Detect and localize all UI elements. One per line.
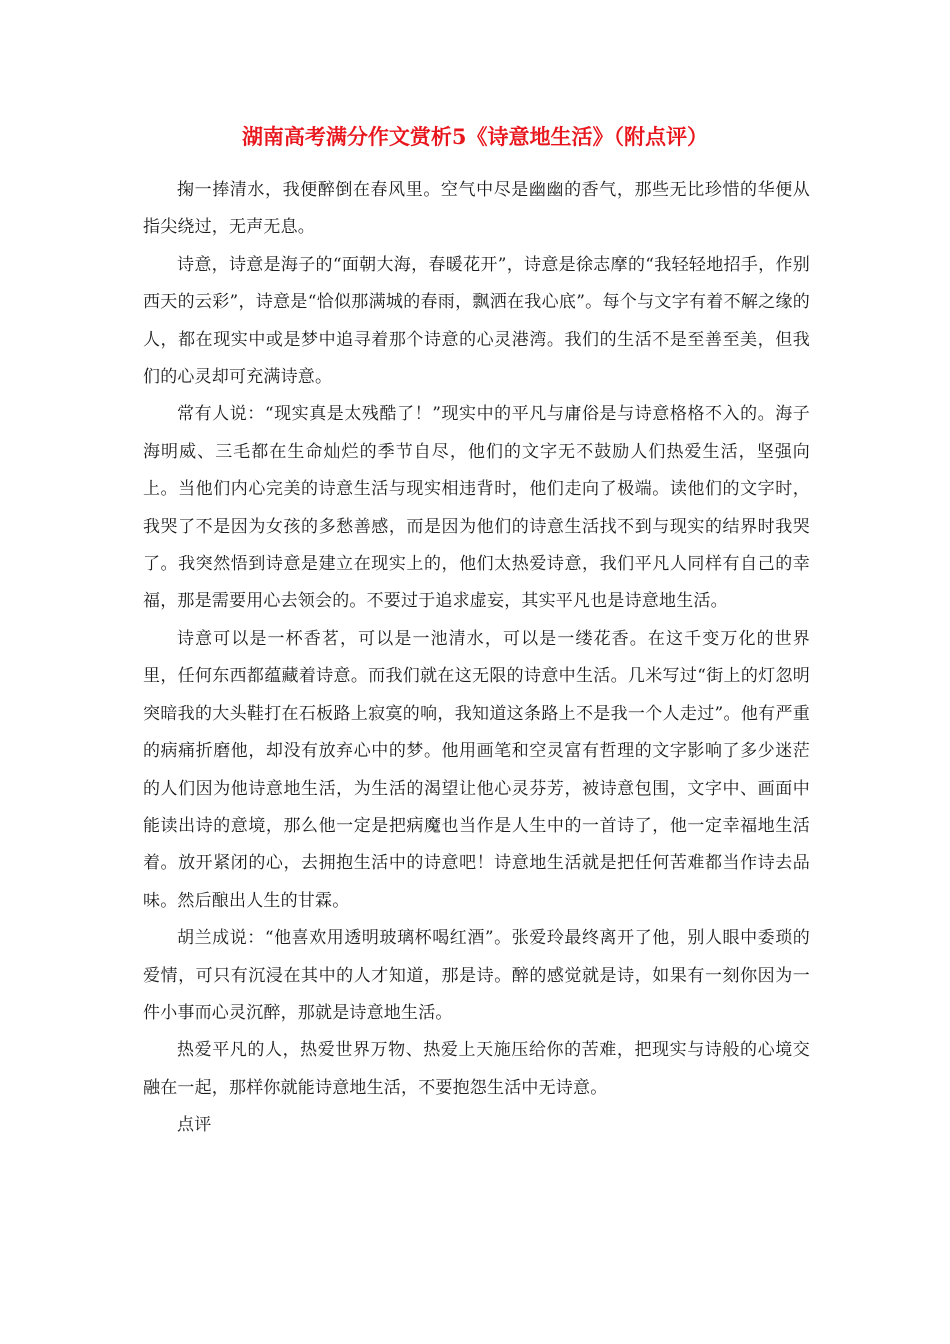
document-title: 湖南高考满分作文赏析5《诗意地生活》（附点评） bbox=[241, 124, 709, 149]
paragraph-3: 常有人说：“现实真是太残酷了！”现实中的平凡与庸俗是与诗意格格不入的。海子海明威、三毛都在生命灿烂的季节自尽，他们的文字无不鼓励人们热爱生活，坚强向上。当他们内心完美的诗意生活与现实相违背时，他们走向了极端。读他们的文字时，我哭了不是因为女孩的多愁善感，而是因为他们的诗意生活找不到与现实的结界时我哭了。我突然悟到诗意是建立在现实上的，他们太热爱诗意，我们平凡人同样有自己的幸福，那是需要用心去领会的。不要过于追求虚妄，其实平凡也是诗意地生活。 bbox=[143, 404, 810, 612]
paragraph-6: 热爱平凡的人，热爱世界万物、热爱上天施压给你的苦难，把现实与诗般的心境交融在一起，那样你就能诗意地生活，不要抱怨生活中无诗意。 bbox=[143, 1040, 810, 1098]
essay-body bbox=[143, 172, 810, 1145]
commentary-heading: 点评 bbox=[177, 1115, 212, 1136]
paragraph-1: 掬一捧清水，我便醉倒在春风里。空气中尽是幽幽的香气，那些无比珍惜的华便从指尖绕过，无声无息。 bbox=[143, 180, 810, 238]
paragraph-5: 胡兰成说：“他喜欢用透明玻璃杯喝红酒”。张爱玲最终离开了他，别人眼中委琐的爱情，可只有沉浸在其中的人才知道，那是诗。醉的感觉就是诗，如果有一刻你因为一件小事而心灵沉醉，那就是诗意地生活。 bbox=[143, 928, 810, 1023]
paragraph-4: 诗意可以是一杯香茗，可以是一池清水，可以是一缕花香。在这千变万化的世界里，任何东西都蕴藏着诗意。而我们就在这无限的诗意中生活。几米写过“街上的灯忽明突暗我的大头鞋打在石板路上寂寞的响，我知道这条路上不是我一个人走过”。他有严重的病痛折磨他，却没有放弃心中的梦。他用画笔和空灵富有哲理的文字影响了多少迷茫的人们因为他诗意地生活，为生活的渴望让他心灵芬芳，被诗意包围，文字中、画面中能读出诗的意境，那么他一定是把病魔也当作是人生中的一首诗了，他一定幸福地生活着。放开紧闭的心，去拥抱生活中的诗意吧！诗意地生活就是把任何苦难都当作诗去品味。然后酿出人生的甘霖。 bbox=[143, 628, 810, 911]
paragraph-2: 诗意，诗意是海子的“面朝大海，春暖花开”，诗意是徐志摩的“我轻轻地招手，作别西天的云彩”，诗意是“恰似那满城的春雨，飘洒在我心底”。每个与文字有着不解之缘的人，都在现实中或是梦中追寻着那个诗意的心灵港湾。我们的生活不是至善至美，但我们的心灵却可充满诗意。 bbox=[143, 254, 810, 388]
